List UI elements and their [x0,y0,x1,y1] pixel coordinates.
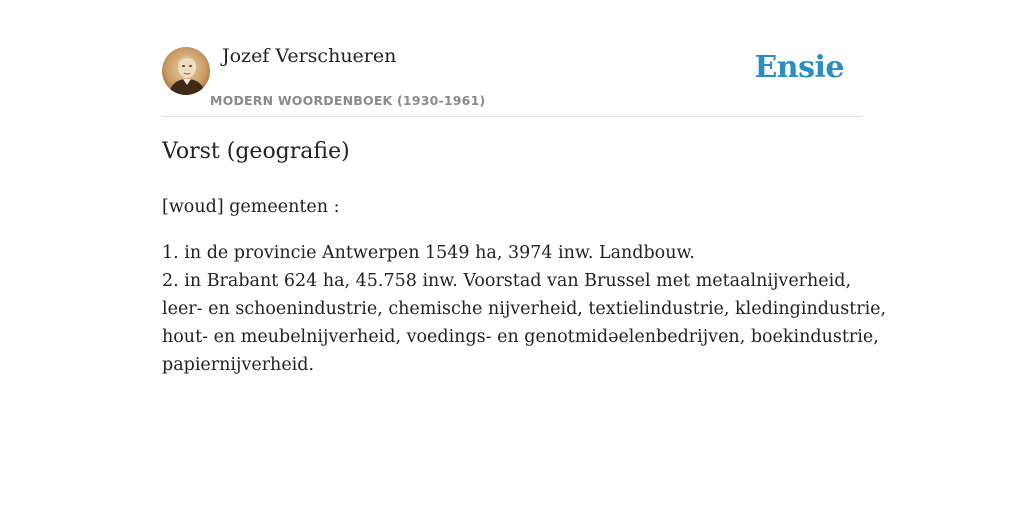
entry-header [162,44,862,117]
author-portrait-icon [162,47,210,95]
entry-definition [162,239,887,379]
author-name[interactable]: Jozef Verschueren [222,45,397,67]
dictionary-source[interactable]: MODERN WOORDENBOEK (1930-1961) [210,93,486,108]
definition-line: hout- en meubelnijverheid, voedings- en genotmidəelenbedrijven, boekindustrie, [162,327,879,347]
definition-line: 1. in de provincie Antwerpen 1549 ha, 3974 inw. Landbouw. [162,243,695,263]
entry-body [162,193,887,397]
definition-line: 2. in Brabant 624 ha, 45.758 inw. Voorstad van Brussel met metaalnijverheid, [162,271,852,291]
page-title: Vorst (geografie) [162,139,350,164]
entry-intro: [woud] gemeenten : [162,197,340,217]
author-avatar[interactable] [162,47,210,95]
ensie-logo[interactable]: Ensie [754,50,844,85]
definition-line: papiernijverheid. [162,355,315,375]
definition-line: leer- en schoenindustrie, chemische nijverheid, textielindustrie, kledingindustrie, [162,299,887,319]
